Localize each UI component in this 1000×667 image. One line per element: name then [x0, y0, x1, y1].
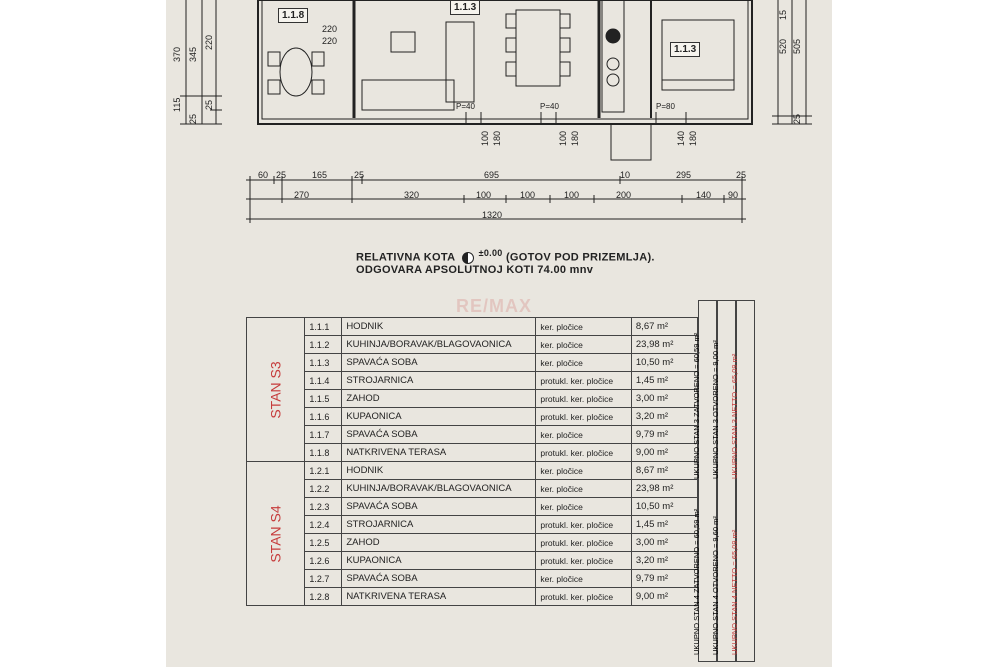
floor-finish: protukl. ker. pločice — [536, 552, 632, 570]
floor-finish: ker. pločice — [536, 570, 632, 588]
room-area: 8,67 m² — [631, 318, 697, 336]
dimension-label: 100 — [520, 190, 536, 200]
total-text: UKUPNO STAN 4 ZATVORENO = 60,59 m² — [692, 508, 701, 655]
total-text: UKUPNO STAN 3 OTVORENO = 9,00 m² — [711, 340, 720, 479]
elevation-note-suffix: (GOTOV POD PRIZEMLJA). — [505, 251, 655, 264]
room-code: 1.1.5 — [305, 390, 342, 408]
room-area: 10,50 m² — [631, 498, 697, 516]
room-area: 9,00 m² — [631, 588, 697, 606]
dimension-label: 115 — [172, 97, 182, 112]
total-text: UKUPNO STAN 3 ZATVORENO = 60,59 m² — [692, 332, 701, 479]
room-name: KUHINJA/BORAVAK/BLAGOVAONICA — [342, 336, 536, 354]
dimension-label: 220 — [322, 24, 338, 34]
table-row — [247, 552, 698, 570]
table-row — [247, 444, 698, 462]
dimension-label: 10 — [620, 170, 631, 180]
table-row — [247, 336, 698, 354]
table-row — [247, 570, 698, 588]
table-row — [247, 498, 698, 516]
dimension-label: 320 — [404, 190, 420, 200]
apartment-label: STAN S3 — [267, 360, 284, 419]
floor-finish: protukl. ker. pločice — [536, 588, 632, 606]
floor-finish: protukl. ker. pločice — [536, 390, 632, 408]
apartment-label-cell — [247, 318, 305, 462]
floor-finish: protukl. ker. pločice — [536, 408, 632, 426]
dimension-label: 100 — [558, 130, 568, 146]
room-name: SPAVAĆA SOBA — [342, 498, 536, 516]
elevation-marker-icon — [462, 252, 474, 264]
table-row — [247, 390, 698, 408]
room-code: 1.1.4 — [305, 372, 342, 390]
apartment-label: STAN S4 — [267, 504, 284, 563]
dimension-label: 15 — [778, 9, 788, 20]
room-area: 3,00 m² — [631, 534, 697, 552]
dimension-label: 140 — [696, 190, 712, 200]
dimension-total: 1320 — [482, 210, 503, 220]
floor-finish: protukl. ker. pločice — [536, 372, 632, 390]
floor-finish: ker. pločice — [536, 462, 632, 480]
dimension-label: 220 — [204, 34, 214, 50]
elevation-value: ±0.00 — [478, 248, 503, 258]
room-area: 3,20 m² — [631, 552, 697, 570]
dimension-label: 295 — [676, 170, 692, 180]
room-area: 3,00 m² — [631, 390, 697, 408]
room-code: 1.2.7 — [305, 570, 342, 588]
room-code: 1.1.3 — [305, 354, 342, 372]
room-code: 1.2.6 — [305, 552, 342, 570]
floor-finish: ker. pločice — [536, 498, 632, 516]
door-tag: P=40 — [456, 102, 475, 111]
dimension-label: 140 — [676, 130, 686, 146]
room-name: SPAVAĆA SOBA — [342, 354, 536, 372]
room-name: STROJARNICA — [342, 372, 536, 390]
table-row — [247, 462, 698, 480]
floor-finish: protukl. ker. pločice — [536, 516, 632, 534]
room-name: HODNIK — [342, 318, 536, 336]
table-row — [247, 516, 698, 534]
room-area: 9,79 m² — [631, 570, 697, 588]
dimension-label: 180 — [688, 130, 698, 146]
elevation-note-label: RELATIVNA KOTA — [356, 251, 455, 264]
room-area-table — [246, 317, 698, 606]
room-name: SPAVAĆA SOBA — [342, 426, 536, 444]
dimension-label: 25 — [792, 113, 802, 124]
room-code: 1.2.5 — [305, 534, 342, 552]
dimension-label: 180 — [570, 130, 580, 146]
room-name: ZAHOD — [342, 390, 536, 408]
floor-finish: ker. pločice — [536, 480, 632, 498]
room-name: NATKRIVENA TERASA — [342, 444, 536, 462]
door-tag: P=40 — [540, 102, 559, 111]
dimension-label: 180 — [492, 130, 502, 146]
room-name: KUHINJA/BORAVAK/BLAGOVAONICA — [342, 480, 536, 498]
room-name: SPAVAĆA SOBA — [342, 570, 536, 588]
room-area: 9,00 m² — [631, 444, 697, 462]
room-area: 9,79 m² — [631, 426, 697, 444]
room-area: 8,67 m² — [631, 462, 697, 480]
dimension-label: 220 — [322, 36, 338, 46]
room-code: 1.2.1 — [305, 462, 342, 480]
room-code: 1.1.8 — [305, 444, 342, 462]
table-row — [247, 480, 698, 498]
room-tag: 1.1.3 — [670, 42, 700, 57]
dimension-label: 60 — [258, 170, 269, 180]
dimension-label: 270 — [294, 190, 310, 200]
room-area: 23,98 m² — [631, 480, 697, 498]
room-name: ZAHOD — [342, 534, 536, 552]
table-row — [247, 426, 698, 444]
room-area: 1,45 m² — [631, 516, 697, 534]
watermark-logo: RE/MAX — [456, 296, 533, 316]
floor-finish: ker. pločice — [536, 426, 632, 444]
room-name: KUPAONICA — [342, 408, 536, 426]
room-code: 1.2.2 — [305, 480, 342, 498]
dimension-label: 505 — [792, 38, 802, 54]
dimension-label: 25 — [204, 99, 214, 110]
total-text: UKUPNO STAN 4 NETTO = 65,09 m² — [730, 529, 739, 655]
room-area: 10,50 m² — [631, 354, 697, 372]
floor-finish: protukl. ker. pločice — [536, 444, 632, 462]
table-row — [247, 318, 698, 336]
dimension-label: 25 — [736, 170, 747, 180]
table-row — [247, 372, 698, 390]
dimension-label: 100 — [480, 130, 490, 146]
floor-finish: ker. pločice — [536, 354, 632, 372]
total-text: UKUPNO STAN 4 OTVORENO = 9,60 m² — [711, 516, 720, 655]
elevation-note-line1 — [356, 248, 655, 264]
door-tag: P=80 — [656, 102, 675, 111]
room-tag: 1.1.8 — [278, 8, 308, 23]
floor-plan — [166, 0, 832, 240]
table-row — [247, 408, 698, 426]
room-code: 1.1.2 — [305, 336, 342, 354]
room-code: 1.1.7 — [305, 426, 342, 444]
room-name: HODNIK — [342, 462, 536, 480]
table-row — [247, 354, 698, 372]
table-row — [247, 534, 698, 552]
dimension-label: 90 — [728, 190, 739, 200]
dimension-label: 370 — [172, 46, 182, 62]
dimension-label: 100 — [564, 190, 580, 200]
room-name: KUPAONICA — [342, 552, 536, 570]
room-code: 1.1.1 — [305, 318, 342, 336]
room-tag: 1.1.3 — [450, 0, 480, 15]
room-code: 1.2.8 — [305, 588, 342, 606]
table-row — [247, 588, 698, 606]
dimension-label: 695 — [484, 170, 500, 180]
room-code: 1.2.3 — [305, 498, 342, 516]
room-name: NATKRIVENA TERASA — [342, 588, 536, 606]
floor-finish: protukl. ker. pločice — [536, 534, 632, 552]
room-area: 23,98 m² — [631, 336, 697, 354]
dimension-label: 200 — [616, 190, 632, 200]
dimension-label: 25 — [276, 170, 287, 180]
floor-finish: ker. pločice — [536, 336, 632, 354]
elevation-note-line2: ODGOVARA APSOLUTNOJ KOTI 74.00 mnv — [356, 264, 594, 276]
total-text: UKUPNO STAN 3 NETTO = 65,09 m² — [730, 353, 739, 479]
dimension-label: 345 — [188, 46, 198, 62]
dimension-label: 100 — [476, 190, 492, 200]
dimension-label: 520 — [778, 38, 788, 54]
floor-finish: ker. pločice — [536, 318, 632, 336]
apartment-label-cell — [247, 462, 305, 606]
totals-column-net — [730, 300, 755, 662]
dimension-label: 25 — [354, 170, 365, 180]
drawing-sheet — [166, 0, 832, 667]
room-area: 3,20 m² — [631, 408, 697, 426]
dimension-label: 165 — [312, 170, 328, 180]
room-area: 1,45 m² — [631, 372, 697, 390]
room-code: 1.2.4 — [305, 516, 342, 534]
room-code: 1.1.6 — [305, 408, 342, 426]
dimension-label: 25 — [188, 113, 198, 124]
room-name: STROJARNICA — [342, 516, 536, 534]
